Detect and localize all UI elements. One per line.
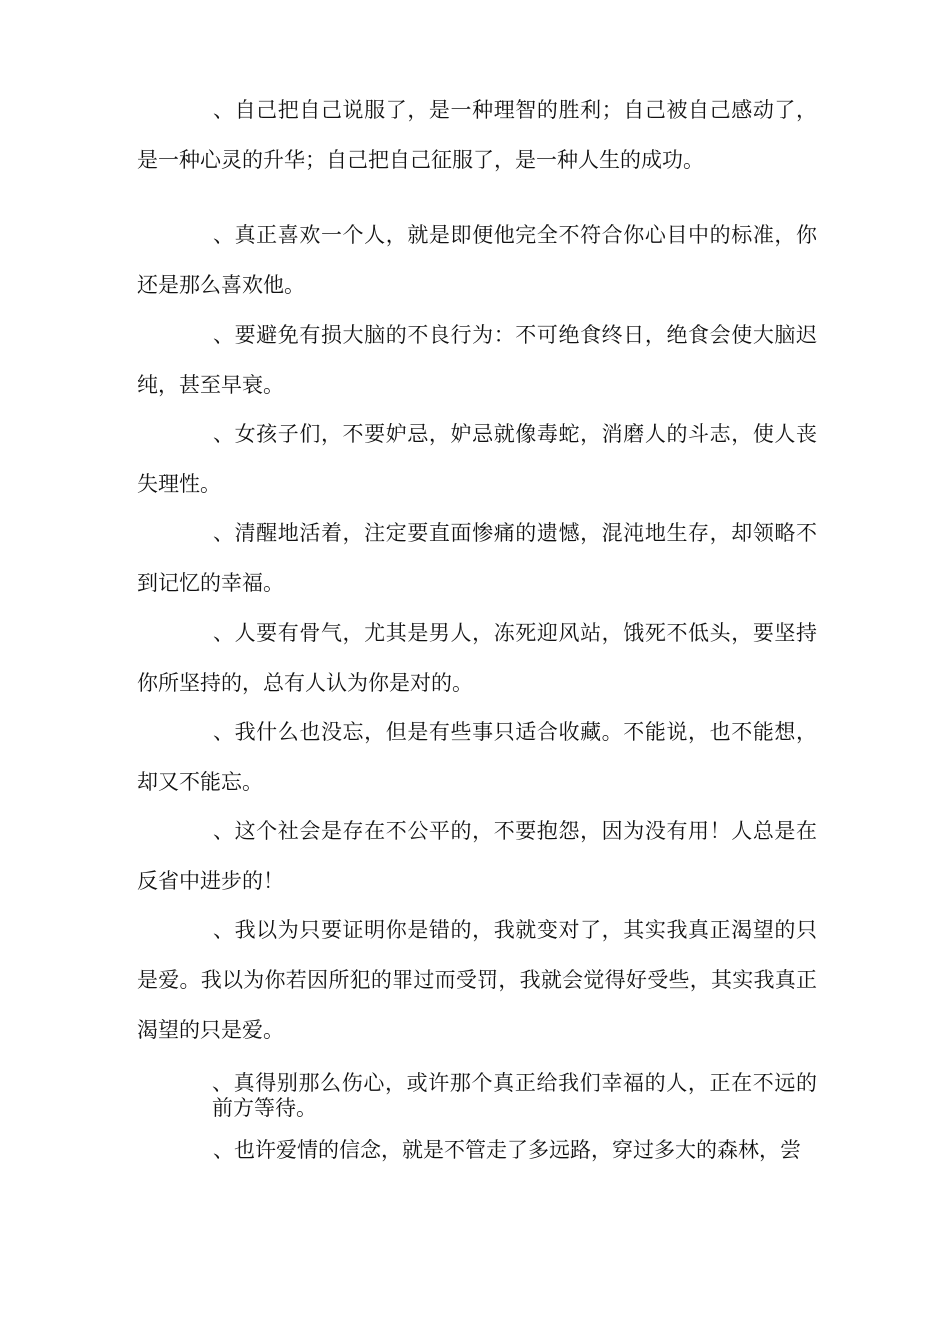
paragraph-3: 、要避免有损大脑的不良行为：不可绝食终日，绝食会使大脑迟纯，甚至早衰。 [137, 323, 817, 397]
paragraph-5: 、清醒地活着，注定要直面惨痛的遗憾，混沌地生存，却领略不到记忆的幸福。 [137, 521, 817, 595]
paragraph-4: 、女孩子们，不要妒忌，妒忌就像毒蛇，消磨人的斗志，使人丧失理性。 [137, 422, 817, 496]
paragraph-10: 、真得别那么伤心，或许那个真正给我们幸福的人，正在不远的前方等待。 [212, 1071, 817, 1120]
paragraph-1: 、自己把自己说服了，是一种理智的胜利；自己被自己感动了，是一种心灵的升华；自己把自己征服了，是一种人生的成功。 [137, 98, 817, 172]
paragraph-6: 、人要有骨气，尤其是男人，冻死迎风站，饿死不低头，要坚持你所坚持的，总有人认为你是对的。 [137, 621, 817, 695]
paragraph-8: 、这个社会是存在不公平的，不要抱怨，因为没有用！人总是在反省中进步的！ [137, 819, 817, 893]
paragraph-9: 、我以为只要证明你是错的，我就变对了，其实我真正渴望的只是爱。我以为你若因所犯的罪过而受罚，我就会觉得好受些，其实我真正渴望的只是爱。 [137, 918, 817, 1042]
paragraph-2: 、真正喜欢一个人，就是即便他完全不符合你心目中的标准，你还是那么喜欢他。 [137, 223, 817, 297]
paragraph-11: 、也许爱情的信念，就是不管走了多远路，穿过多大的森林，尝 [213, 1138, 801, 1162]
paragraph-7: 、我什么也没忘，但是有些事只适合收藏。不能说，也不能想，却又不能忘。 [137, 720, 817, 794]
